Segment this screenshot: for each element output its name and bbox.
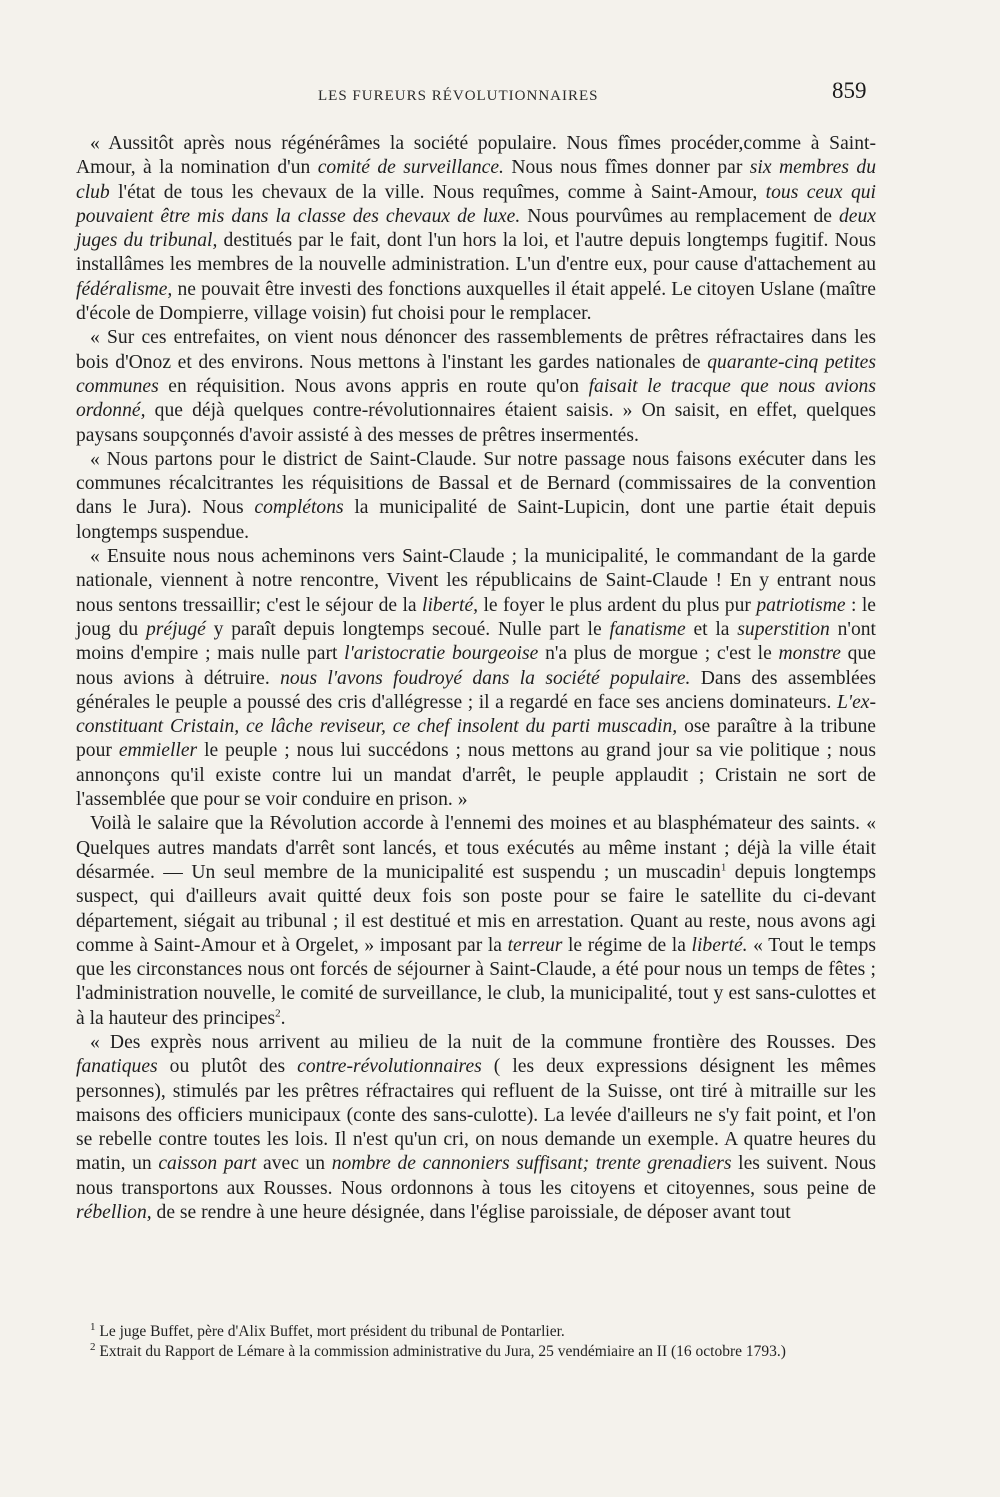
text-run: destitués par le fait, dont l'un hors la loi, et l'autre depuis longtemps fugitif. Nous installâmes les membres de la nouvelle administration. L'un d'entre eux, pour cause d'attachement au xyxy=(76,230,876,276)
text-run: « Des exprès nous arrivent au milieu de la nuit de la commune frontière des Rousses. Des xyxy=(90,1031,876,1053)
paragraph xyxy=(76,545,876,812)
paragraph xyxy=(76,326,876,447)
italic-text: deux juges du tribunal, xyxy=(76,205,876,252)
italic-text: comité de surveillance. xyxy=(317,157,504,179)
text-run: ( les deux expressions désignent les mêmes personnes), stimulés par les prêtres réfractaires qui refluent de la Suisse, ont tiré à mitraille sur les maisons des officiers municipaux (conte des sans-culotte). La levée d'ailleurs ne s'y fait point, et l'on se rebelle contre toutes les lois. Il n'est qu'un cri, on nous demande un exemple. A quatre heures du matin, un xyxy=(76,1056,877,1175)
italic-text: contre-révolutionnaires xyxy=(297,1056,482,1078)
italic-text: patriotisme xyxy=(756,594,846,616)
footnotes xyxy=(76,1322,888,1362)
text-run: le régime de la xyxy=(562,934,692,956)
text-run: : le joug du xyxy=(76,594,876,640)
footnote xyxy=(76,1342,888,1362)
italic-text: terreur xyxy=(507,934,563,956)
text-run: l'état de tous les chevaux de la ville. Nous requîmes, comme à Saint-Amour, xyxy=(109,181,766,203)
text-run: depuis longtemps suspect, qui d'ailleurs avait quitté deux fois son poste pour se faire le satellite du ci-devant département, siégait au tribunal ; il est destitué et mis en arrestation. Quant au reste, nous avons agi comme à Saint-Amour et à Orgelet, » imposant par la xyxy=(76,861,876,956)
italic-text: liberté. xyxy=(691,934,748,956)
footnote-number: 1 xyxy=(90,1320,96,1333)
footnote xyxy=(76,1322,888,1342)
text-run: « Sur ces entrefaites, on vient nous dénoncer des rassemblements de prêtres réfractaires dans les bois d'Onoz et des environs. Nous mettons à l'instant les gardes nationales de xyxy=(76,327,876,373)
italic-text: quarante-cinq petites communes xyxy=(76,351,876,397)
italic-text: rébellion, xyxy=(76,1202,152,1224)
footnote-number: 2 xyxy=(90,1340,96,1353)
italic-text: faisait le tracque que nous avions ordonné, xyxy=(76,375,876,422)
italic-text: nous l'avons foudroyé dans la société populaire. xyxy=(280,667,691,689)
text-run: de se rendre à une heure désignée, dans l'église paroissiale, de déposer avant tout xyxy=(151,1202,791,1224)
text-run: Dans des assemblées générales le peuple a poussé des cris d'allégresse ; il a regardé en face ses anciens dominateurs. xyxy=(76,667,876,713)
text-run: en réquisition. Nous avons appris en route qu'on xyxy=(158,375,589,397)
italic-text: l'aristocratie bourgeoise xyxy=(344,643,539,665)
text-run: « Aussitôt après nous régénérâmes la société populaire. Nous fîmes procéder,comme à Saint-Amour, à la nomination d'un xyxy=(76,133,876,179)
text-run: que nous avions à détruire. xyxy=(76,643,876,689)
italic-text: complétons xyxy=(254,497,344,519)
italic-text: liberté, xyxy=(422,594,479,616)
paragraph xyxy=(76,132,876,326)
text-run: ne pouvait être investi des fonctions auxquelles il était appelé. Le citoyen Uslane (maître d'école de Dompierre, village voisin) fut choisi pour le remplacer. xyxy=(76,278,876,325)
running-title: LES FUREURS RÉVOLUTIONNAIRES xyxy=(318,88,599,104)
italic-text: fanatisme xyxy=(609,618,686,640)
text-run: ose paraître à la tribune pour xyxy=(76,716,876,762)
text-run: n'a plus de morgue ; c'est le xyxy=(538,643,779,665)
italic-text: emmieller xyxy=(118,740,198,762)
italic-text: fédéralisme, xyxy=(76,278,173,300)
paragraph xyxy=(76,448,876,545)
text-run: « Tout le temps que les circonstances nous ont forcés de séjourner à Saint-Claude, a été pour nous un temps de fêtes ; l'administration nouvelle, le comité de surveillance, le club, la municipalité, tout y est sans-culottes et à la hauteur des principes xyxy=(76,934,876,1029)
italic-text: tous ceux qui pouvaient être mis dans la classe des chevaux de luxe. xyxy=(76,181,876,227)
italic-text: préjugé xyxy=(146,618,206,640)
italic-text: superstition xyxy=(737,618,830,640)
italic-text: L'ex-constituant Cristain, ce lâche reviseur, ce chef insolent du parti muscadin, xyxy=(76,691,876,738)
text-run: . xyxy=(280,1007,286,1029)
paragraph xyxy=(76,812,876,1031)
text-run: Nous pourvûmes au remplacement de xyxy=(520,205,839,227)
paragraph xyxy=(76,1031,876,1225)
italic-text: six membres du club xyxy=(76,157,876,203)
text-run: y paraît depuis longtemps secoué. Nulle part le xyxy=(205,618,610,640)
text-run: « Ensuite nous nous acheminons vers Saint-Claude ; la municipalité, le commandant de la garde nationale, viennent à notre rencontre, Vivent les républicains de Saint-Claude ! En y entrant nous nous sentons tressaillir; c'est le séjour de la xyxy=(76,546,876,616)
text-run: le peuple ; nous lui succédons ; nous mettons au grand jour sa vie politique ; nous annonçons qu'il existe contre lui un mandat d'arrêt, le peuple applaudit ; Cristain ne sort de l'assemblée que pour se voir conduire en prison. » xyxy=(76,740,876,811)
italic-text: fanatiques xyxy=(76,1056,158,1078)
italic-text: nombre de cannoniers suffisant; trente grenadiers xyxy=(331,1153,732,1175)
footnote-text: Extrait du Rapport de Lémare à la commission administrative du Jura, 25 vendémiaire an II (16 octobre 1793.) xyxy=(95,1343,786,1360)
text-run: et la xyxy=(685,618,738,640)
text-run: les suivent. Nous nous transportons aux Rousses. Nous ordonnons à tous les citoyens et citoyennes, sous peine de xyxy=(76,1153,877,1199)
text-run: avec un xyxy=(256,1153,332,1175)
text-run: Voilà le salaire que la Révolution accorde à l'ennemi des moines et au blasphémateur des saints. « Quelques autres mandats d'arrêt sont lancés, et tous exécutés au même instant ; déjà la ville était désarmée. — Un seul membre de la municipalité est suspendu ; un muscadin xyxy=(76,813,876,883)
text-run: « Nous partons pour le district de Saint-Claude. Sur notre passage nous faisons exécuter dans les communes récalcitrantes les réquisitions de Bassal et de Bernard (commissaires de la convention dans le Jura). Nous xyxy=(76,448,876,519)
text-run: le foyer le plus ardent du plus pur xyxy=(478,594,757,616)
italic-text: monstre xyxy=(778,643,841,665)
text-run: n'ont moins d'empire ; mais nulle part xyxy=(76,618,876,665)
footnote-ref: 1 xyxy=(720,861,727,874)
text-run: Nous nous fîmes donner par xyxy=(503,157,750,179)
footnote-ref: 2 xyxy=(275,1007,281,1020)
text-run: ou plutôt des xyxy=(157,1056,298,1078)
page-number: 859 xyxy=(832,78,867,103)
italic-text: caisson part xyxy=(158,1153,257,1175)
text-run: la municipalité de Saint-Lupicin, dont une partie était depuis longtemps suspendue. xyxy=(76,497,876,543)
footnote-text: Le juge Buffet, père d'Alix Buffet, mort président du tribunal de Pontarlier. xyxy=(95,1323,565,1340)
footnote-separator xyxy=(76,1318,876,1319)
text-run: que déjà quelques contre-révolutionnaires étaient saisis. » On saisit, en effet, quelques paysans soupçonnés d'avoir assisté à des messes de prêtres insermentés. xyxy=(76,400,876,446)
main-text xyxy=(76,132,876,1225)
